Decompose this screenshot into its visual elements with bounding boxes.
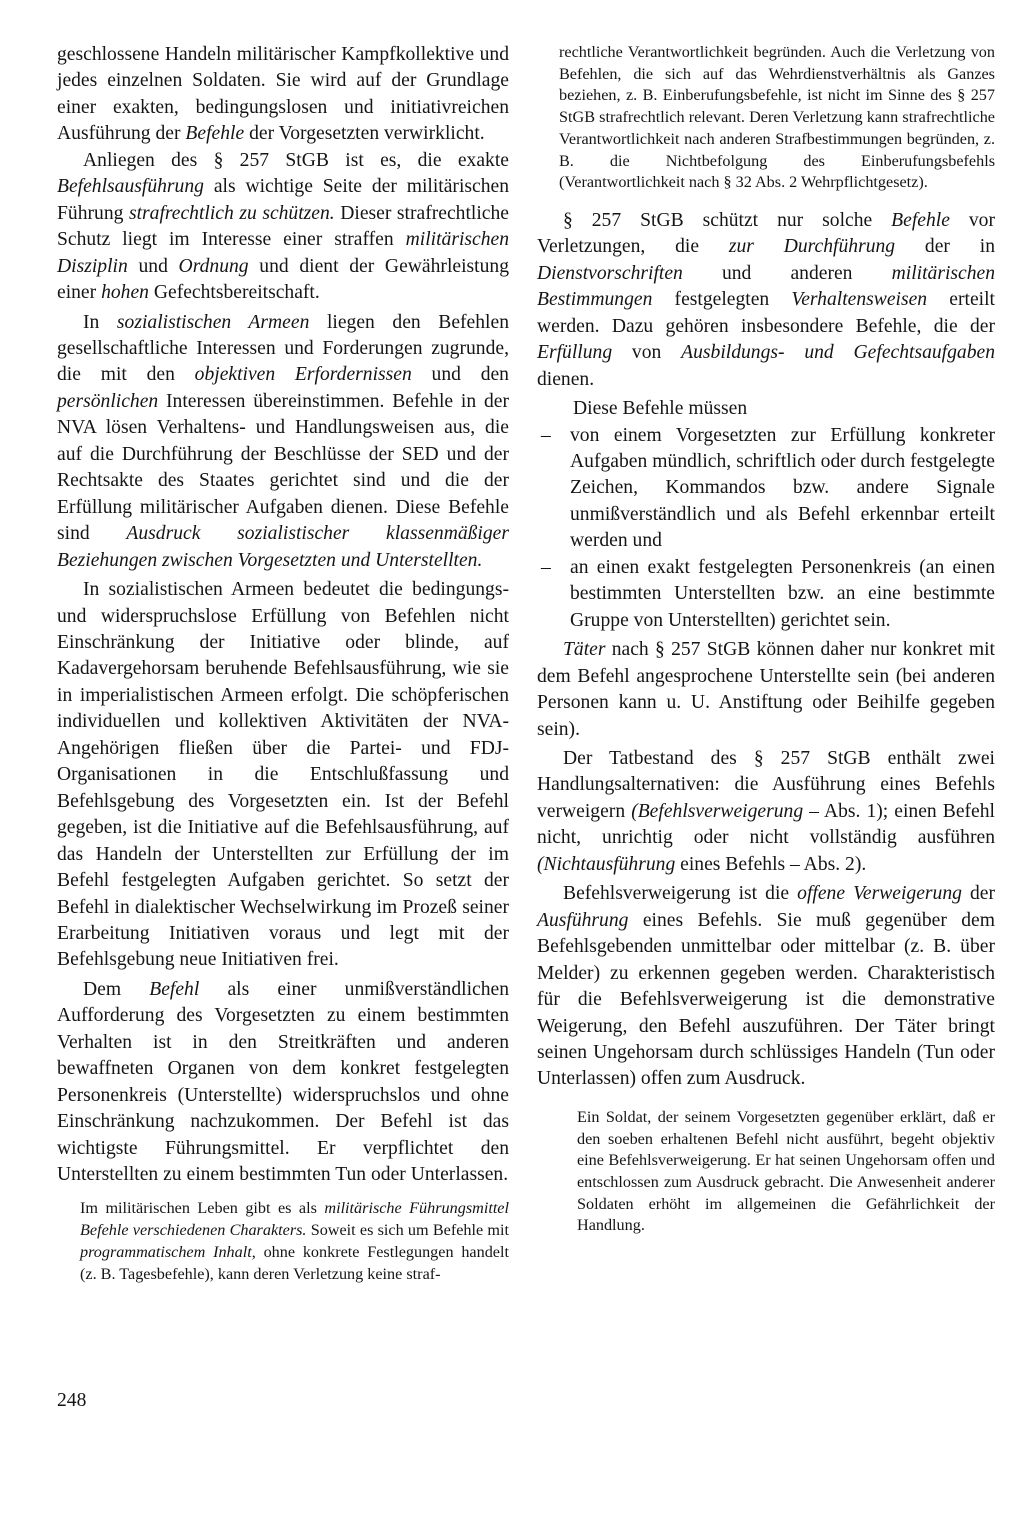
list-marker: – [541,556,551,578]
paragraph: Anliegen des § 257 StGB ist es, die exakte Befehlsausführung als wichtige Seite der militärischen Führung strafrechtlich zu schützen. Dieser strafrechtliche Schutz liegt im Interesse einer straffen militärischen Disziplin und Ordnung und dient der Gewährleistung einer hohen Gefechtsbereitschaft. [57,149,509,304]
paragraph: § 257 StGB schützt nur solche Befehle vor Verletzungen, die zur Durchführung der in Dienstvorschriften und anderen militärischen Bestimmungen festgelegten Verhaltensweisen erteilt werden. Dazu gehören insbesondere Befehle, die der Erfüllung von Ausbildungs- und Gefechtsaufgaben dienen. [537,209,996,390]
paragraph: Der Tatbestand des § 257 StGB enthält zwei Handlungsalternativen: die Ausführung eines Befehls verweigern (Befehlsverweigerung – Abs. 1); einen Befehl nicht, unrichtig oder nicht vollständig ausführen (Nichtausführung eines Befehls – Abs. 2). [537,747,995,875]
paragraph: In sozialistischen Armeen bedeutet die bedingungs- und widerspruchslose Erfüllung von Befehlen nicht Einschränkung der Initiative oder blinde, auf Kadavergehorsam beruhende Befehlsausführung, wie sie in imperialistischen Armeen erfolgt. Die schöpferischen individuellen und kollektiven Aktivitäten der NVA-Angehörigen fließen über die Partei- und FDJ-Organisationen in die Entschlußfassung und Befehlsgebung des Vorgesetzten ein. Ist der Befehl gegeben, ist die Initiative auf die Befehlsausführung, auf das Handeln der Unterstellten zur Erfüllung der im Befehl festgelegten Aufgaben gerichtet. So setzt der Befehl in dialektischer Wechselwirkung im Prozeß seiner Erarbeitung Initiativen voraus und legt mit der Befehlsgebung neue Initiativen frei. [57,579,509,971]
paragraph: Befehlsverweigerung ist die offene Verweigerung der Ausführung eines Befehls. Sie muß gegenüber dem Befehlsgebenden unmittelbar oder mittelbar (z. B. über Melder) zu erkennen gegeben werden. Charakteristisch für die Befehlsverweigerung ist die demonstrative Weigerung, den Befehl auszuführen. Der Täter bringt seinen Ungehorsam durch schlüssiges Handeln (Tun oder Unterlassen) offen zum Ausdruck. [537,883,996,1090]
paragraph: Dem Befehl als einer unmißverständlichen Aufforderung des Vorgesetzten zu einem bestimmten Verhalten ist in den Streitkräften und anderen bewaffneten Organen von dem konkret festgelegten Personenkreis (Unterstellte) widerspruchslos und ohne Einschränkung nachzukommen. Der Befehl ist das wichtigste Führungsmittel. Er verpflichtet den Unterstellten zu einem bestimmten Tun oder Unterlassen. [57,978,509,1186]
example-paragraph: rechtliche Verantwortlichkeit begründen. Auch die Verletzung von Befehlen, die sich auf das Wehrdienstverhältnis als Ganzes beziehen, z. B. Einberufungsbefehle, ist nicht im Sinne des § 257 StGB strafrechtlich relevant. Deren Verletzung kann strafrechtliche Verantwortlichkeit nach anderen Strafbestimmungen begründen, z. B. die Nichtbefolgung des Einberufungsbefehls (Verantwortlichkeit nach § 32 Abs. 2 Wehrpflichtgesetz). [559,43,995,192]
list-marker: – [541,424,551,446]
requirements-list [537,423,995,635]
left-column [57,42,509,1285]
paragraph: geschlossene Handeln militärischer Kampfkollektive und jedes einzelnen Soldaten. Sie wird auf der Grundlage einer exakten, bedingungslosen und initiativreichen Ausführung der Befehle der Vorgesetzten verwirklicht. [57,44,509,145]
right-column [537,42,995,1237]
page-number: 248 [57,1390,87,1411]
example-paragraph: Ein Soldat, der seinem Vorgesetzten gegenüber erklärt, daß er den soeben erhaltenen Befehl nicht ausführt, begeht objektiv eine Befehlsverweigerung. Er hat seinen Ungehorsam offen und entschlossen zum Ausdruck gebracht. Die Anwesenheit anderer Soldaten erhöht im allgemeinen die Gefährlichkeit der Handlung. [577,1107,995,1235]
list-item: – an einen exakt festgelegten Personenkreis (an einen bestimmten Unterstellten bzw. an eine bestimmte Gruppe von Unterstellten) gerichtet sein. [541,556,995,631]
paragraph: In sozialistischen Armeen liegen den Befehlen gesellschaftliche Interessen und Forderungen zugrunde, die mit den objektiven Erfordernissen und den persönlichen Interessen übereinstimmen. Befehle in der NVA lösen Verhaltens- und Handlungsweisen aus, die auf die Durchführung der Beschlüsse der SED und der Rechtsakte des Staates gerichtet sind und die der Erfüllung militärischer Aufgaben dienen. Diese Befehle sind Ausdruck sozialistischer klassenmäßiger Beziehungen zwischen Vorgesetzten und Unterstellten. [57,311,509,571]
list-intro: Diese Befehle müssen [573,398,748,420]
example-paragraph: Im militärischen Leben gibt es als militärische Führungsmittel Befehle verschiedenen Charakters. Soweit es sich um Befehle mit programmatischem Inhalt, ohne konkrete Festlegungen handelt (z. B. Tagesbefehle), kann deren Verletzung keine straf- [80,1199,509,1283]
list-item: – von einem Vorgesetzten zur Erfüllung konkreter Aufgaben mündlich, schriftlich oder durch festgelegte Zeichen, Kommandos bzw. andere Signale unmißverständlich und als Befehl erkennbar erteilt werden und [541,424,995,552]
paragraph: Täter nach § 257 StGB können daher nur konkret mit dem Befehl angesprochene Unterstellte sein (bei anderen Personen kann u. U. Anstiftung oder Beihilfe gegeben sein). [537,639,995,740]
